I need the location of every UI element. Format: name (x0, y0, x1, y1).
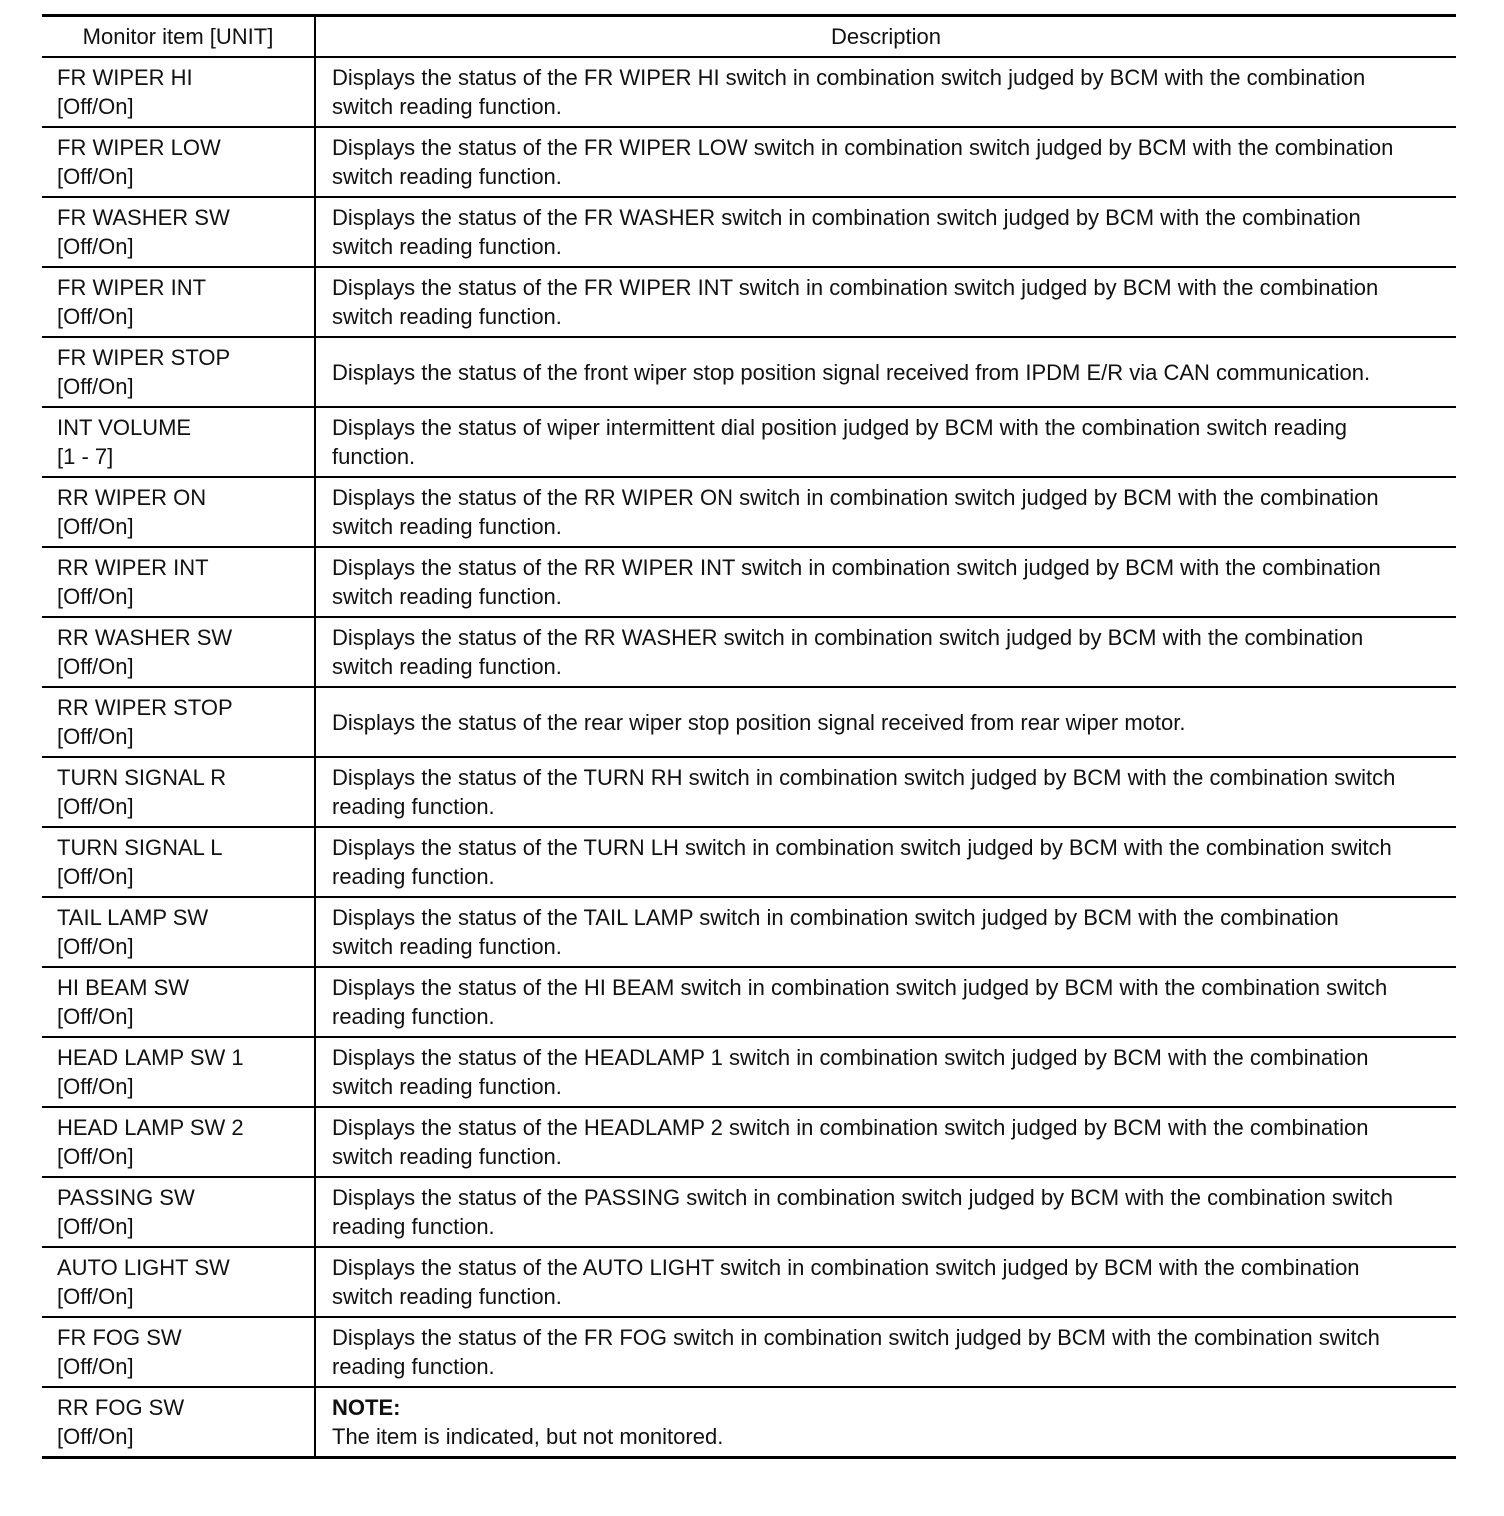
monitor-item-name: FR WIPER INT (57, 275, 207, 300)
monitor-item-name: TURN SIGNAL L (57, 835, 223, 860)
monitor-item-name: PASSING SW (57, 1185, 195, 1210)
monitor-item-cell (42, 967, 315, 1037)
description-line: Displays the status of the TURN LH switch in combination switch judged by BCM with the combination switch (332, 835, 1392, 860)
table-row (42, 967, 1456, 1037)
table-header-row (42, 16, 1456, 58)
monitor-item-unit: [Off/On] (57, 794, 134, 819)
description-line: Displays the status of the RR WASHER switch in combination switch judged by BCM with the combination (332, 625, 1364, 650)
description-line: reading function. (332, 1354, 495, 1379)
description-line: Displays the status of the FR WIPER HI switch in combination switch judged by BCM with the combination (332, 65, 1366, 90)
description-line: switch reading function. (332, 514, 562, 539)
monitor-item-unit: [Off/On] (57, 94, 134, 119)
monitor-item-cell (42, 1317, 315, 1387)
monitor-item-cell (42, 1177, 315, 1247)
description-cell (315, 267, 1456, 337)
monitor-item-cell (42, 617, 315, 687)
description-cell (315, 1037, 1456, 1107)
table-row (42, 1107, 1456, 1177)
description-cell (315, 1177, 1456, 1247)
description-line: Displays the status of the FR FOG switch in combination switch judged by BCM with the combination switch (332, 1325, 1380, 1350)
description-cell (315, 1387, 1456, 1457)
monitor-item-unit: [Off/On] (57, 234, 134, 259)
monitor-item-cell (42, 897, 315, 967)
table-row (42, 197, 1456, 267)
description-cell (315, 547, 1456, 617)
table-row (42, 757, 1456, 827)
description-line: Displays the status of the FR WASHER switch in combination switch judged by BCM with the combination (332, 205, 1361, 230)
table-row (42, 1387, 1456, 1457)
header-monitor-item: Monitor item [UNIT] (42, 16, 315, 58)
monitor-item-unit: [Off/On] (57, 1144, 134, 1169)
description-cell (315, 127, 1456, 197)
monitor-item-name: RR WIPER STOP (57, 695, 233, 720)
description-line: switch reading function. (332, 934, 562, 959)
description-line: reading function. (332, 864, 495, 889)
monitor-item-unit: [Off/On] (57, 304, 134, 329)
description-line: Displays the status of the front wiper stop position signal received from IPDM E/R via CAN communication. (332, 359, 1371, 385)
monitor-item-table (42, 14, 1456, 1459)
header-description: Description (315, 16, 1456, 58)
table-row (42, 127, 1456, 197)
description-line: Displays the status of the TAIL LAMP switch in combination switch judged by BCM with the combination (332, 905, 1339, 930)
monitor-item-cell (42, 127, 315, 197)
monitor-item-name: FR WIPER LOW (57, 135, 221, 160)
monitor-item-unit: [Off/On] (57, 164, 134, 189)
table-row (42, 897, 1456, 967)
monitor-item-cell (42, 547, 315, 617)
monitor-item-name: HEAD LAMP SW 1 (57, 1045, 244, 1070)
monitor-item-unit: [1 - 7] (57, 444, 114, 469)
description-line: reading function. (332, 1214, 495, 1239)
description-cell (315, 197, 1456, 267)
table-row (42, 337, 1456, 407)
monitor-item-unit: [Off/On] (57, 934, 134, 959)
description-cell (315, 897, 1456, 967)
table-row (42, 267, 1456, 337)
description-line: Displays the status of the RR WIPER INT switch in combination switch judged by BCM with the combination (332, 555, 1381, 580)
description-line: switch reading function. (332, 584, 562, 609)
monitor-item-cell (42, 1387, 315, 1457)
monitor-item-cell (42, 1107, 315, 1177)
description-line: Displays the status of wiper intermittent dial position judged by BCM with the combination switch reading (332, 415, 1347, 440)
table-row (42, 407, 1456, 477)
description-line: Displays the status of the HI BEAM switch in combination switch judged by BCM with the combination switch (332, 975, 1388, 1000)
description-line: reading function. (332, 1004, 495, 1029)
monitor-item-unit: [Off/On] (57, 724, 134, 749)
monitor-item-cell (42, 827, 315, 897)
description-line: switch reading function. (332, 164, 562, 189)
monitor-item-unit: [Off/On] (57, 1074, 134, 1099)
table-body (42, 57, 1456, 1457)
description-cell (315, 477, 1456, 547)
description-line: switch reading function. (332, 1074, 562, 1099)
description-line: Displays the status of the TURN RH switch in combination switch judged by BCM with the combination switch (332, 765, 1396, 790)
monitor-item-name: HI BEAM SW (57, 975, 190, 1000)
monitor-item-unit: [Off/On] (57, 1004, 134, 1029)
table-row (42, 827, 1456, 897)
table-row (42, 57, 1456, 127)
description-line: switch reading function. (332, 234, 562, 259)
description-line: Displays the status of the FR WIPER LOW switch in combination switch judged by BCM with the combination (332, 135, 1394, 160)
monitor-item-name: FR WASHER SW (57, 205, 230, 230)
monitor-item-unit: [Off/On] (57, 1423, 134, 1449)
description-line: Displays the status of the rear wiper stop position signal received from rear wiper motor. (332, 709, 1186, 735)
description-line: switch reading function. (332, 1144, 562, 1169)
monitor-item-name: AUTO LIGHT SW (57, 1255, 230, 1280)
description-cell (315, 57, 1456, 127)
description-line: Displays the status of the HEADLAMP 1 switch in combination switch judged by BCM with the combination (332, 1045, 1369, 1070)
description-cell (315, 967, 1456, 1037)
table-row (42, 477, 1456, 547)
table-row (42, 1037, 1456, 1107)
table-row (42, 1317, 1456, 1387)
description-cell (315, 687, 1456, 757)
description-line: Displays the status of the HEADLAMP 2 switch in combination switch judged by BCM with the combination (332, 1115, 1369, 1140)
monitor-item-name: HEAD LAMP SW 2 (57, 1115, 244, 1140)
monitor-item-cell (42, 57, 315, 127)
description-cell (315, 337, 1456, 407)
monitor-item-cell (42, 687, 315, 757)
monitor-item-unit: [Off/On] (57, 584, 134, 609)
monitor-item-unit: [Off/On] (57, 864, 134, 889)
monitor-item-cell (42, 1247, 315, 1317)
monitor-item-cell (42, 1037, 315, 1107)
monitor-item-name: TURN SIGNAL R (57, 765, 227, 790)
table-row (42, 547, 1456, 617)
monitor-item-name: RR FOG SW (57, 1394, 185, 1420)
description-line: Displays the status of the RR WIPER ON switch in combination switch judged by BCM with the combination (332, 485, 1379, 510)
description-cell (315, 1247, 1456, 1317)
description-cell (315, 827, 1456, 897)
monitor-item-unit: [Off/On] (57, 1354, 134, 1379)
monitor-item-cell (42, 407, 315, 477)
description-line: Displays the status of the FR WIPER INT switch in combination switch judged by BCM with the combination (332, 275, 1379, 300)
note-label: NOTE: (332, 1394, 401, 1420)
description-cell (315, 617, 1456, 687)
table-row (42, 1247, 1456, 1317)
monitor-item-cell (42, 757, 315, 827)
description-line: switch reading function. (332, 94, 562, 119)
description-line: function. (332, 444, 416, 469)
monitor-item-name: FR WIPER HI (57, 65, 193, 90)
monitor-item-name: RR WASHER SW (57, 625, 233, 650)
table-row (42, 1177, 1456, 1247)
description-line: Displays the status of the PASSING switch in combination switch judged by BCM with the combination switch (332, 1185, 1393, 1210)
monitor-item-name: FR FOG SW (57, 1325, 182, 1350)
monitor-item-cell (42, 267, 315, 337)
monitor-item-name: RR WIPER ON (57, 485, 207, 510)
description-cell (315, 407, 1456, 477)
monitor-item-cell (42, 197, 315, 267)
description-line: Displays the status of the AUTO LIGHT switch in combination switch judged by BCM with the combination (332, 1255, 1360, 1280)
monitor-item-cell (42, 477, 315, 547)
monitor-item-unit: [Off/On] (57, 1284, 134, 1309)
monitor-item-name: TAIL LAMP SW (57, 905, 209, 930)
monitor-item-name: RR WIPER INT (57, 555, 209, 580)
table-row (42, 687, 1456, 757)
description-line: switch reading function. (332, 304, 562, 329)
description-line: The item is indicated, but not monitored. (332, 1423, 724, 1449)
monitor-item-cell (42, 337, 315, 407)
monitor-item-unit: [Off/On] (57, 654, 134, 679)
table-row (42, 617, 1456, 687)
description-line: reading function. (332, 794, 495, 819)
monitor-item-unit: [Off/On] (57, 374, 134, 399)
monitor-item-unit: [Off/On] (57, 1214, 134, 1239)
description-line: switch reading function. (332, 654, 562, 679)
monitor-item-name: FR WIPER STOP (57, 345, 231, 370)
description-cell (315, 757, 1456, 827)
description-cell (315, 1317, 1456, 1387)
description-cell (315, 1107, 1456, 1177)
monitor-item-name: INT VOLUME (57, 415, 192, 440)
monitor-item-unit: [Off/On] (57, 514, 134, 539)
description-line: switch reading function. (332, 1284, 562, 1309)
